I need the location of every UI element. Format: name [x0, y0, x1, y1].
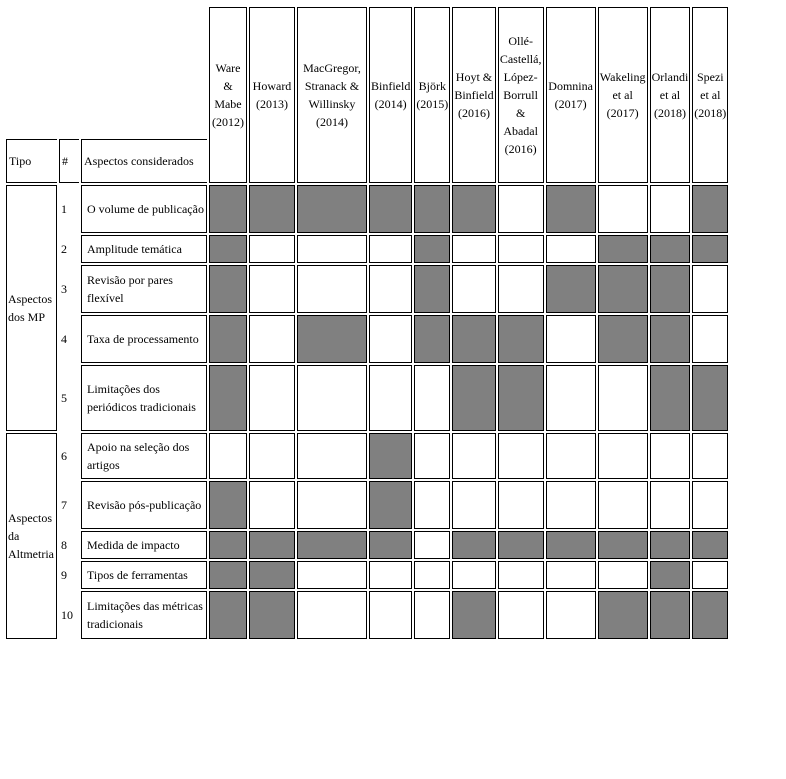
- empty-cell: [414, 591, 450, 639]
- author-header-label: MacGregor, Stranack & Willinsky (2014): [303, 61, 361, 129]
- row-number: 2: [60, 242, 67, 256]
- marked-cell: [498, 531, 544, 559]
- marked-cell: [498, 365, 544, 431]
- author-header: [598, 7, 648, 183]
- empty-cell: [598, 365, 648, 431]
- empty-cell: [650, 433, 691, 479]
- type-header: Tipo: [6, 139, 57, 183]
- author-header: [452, 7, 495, 183]
- empty-cell: [598, 481, 648, 529]
- aspect-label: Limitações das métricas tradicionais: [81, 591, 207, 639]
- empty-cell: [414, 433, 450, 479]
- empty-cell: [498, 235, 544, 263]
- empty-cell: [650, 481, 691, 529]
- marked-cell: [249, 561, 295, 589]
- empty-cell: [369, 235, 412, 263]
- table-row: [6, 315, 728, 363]
- empty-cell: [598, 561, 648, 589]
- empty-cell: [452, 265, 495, 313]
- table-row: [6, 365, 728, 431]
- author-header: [249, 7, 295, 183]
- row-number: 10: [60, 608, 73, 622]
- marked-cell: [452, 315, 495, 363]
- table-row: [6, 591, 728, 639]
- marked-cell: [650, 235, 691, 263]
- empty-cell: [452, 433, 495, 479]
- marked-cell: [598, 315, 648, 363]
- empty-cell: [692, 265, 728, 313]
- number-header: #: [59, 139, 79, 183]
- author-header-label: Hoyt & Binfield (2016): [454, 70, 494, 120]
- table-row: [6, 185, 728, 233]
- row-number: 5: [60, 391, 67, 405]
- marked-cell: [598, 591, 648, 639]
- empty-cell: [414, 531, 450, 559]
- empty-cell: [498, 561, 544, 589]
- marked-cell: [414, 235, 450, 263]
- empty-cell: [546, 365, 596, 431]
- row-number: 9: [60, 568, 67, 582]
- aspect-label: Revisão por pares flexível: [81, 265, 207, 313]
- empty-cell: [297, 481, 367, 529]
- marked-cell: [546, 531, 596, 559]
- marked-cell: [598, 235, 648, 263]
- empty-cell: [692, 481, 728, 529]
- header-blank: [6, 7, 207, 137]
- marked-cell: [692, 185, 728, 233]
- table-row: [6, 265, 728, 313]
- marked-cell: [650, 531, 691, 559]
- marked-cell: [414, 265, 450, 313]
- marked-cell: [249, 591, 295, 639]
- empty-cell: [546, 315, 596, 363]
- marked-cell: [209, 365, 247, 431]
- empty-cell: [297, 591, 367, 639]
- row-number: 8: [60, 538, 67, 552]
- marked-cell: [598, 265, 648, 313]
- empty-cell: [414, 365, 450, 431]
- empty-cell: [498, 433, 544, 479]
- author-header: [692, 7, 728, 183]
- empty-cell: [598, 185, 648, 233]
- marked-cell: [209, 481, 247, 529]
- aspect-label: O volume de publicação: [81, 185, 207, 233]
- empty-cell: [297, 561, 367, 589]
- empty-cell: [452, 481, 495, 529]
- empty-cell: [369, 561, 412, 589]
- empty-cell: [414, 561, 450, 589]
- empty-cell: [692, 433, 728, 479]
- author-header-label: Ware & Mabe (2012): [211, 61, 244, 129]
- empty-cell: [650, 185, 691, 233]
- marked-cell: [546, 265, 596, 313]
- marked-cell: [297, 531, 367, 559]
- table-row: [6, 481, 728, 529]
- marked-cell: [209, 561, 247, 589]
- marked-cell: [692, 235, 728, 263]
- table-row: [6, 433, 728, 479]
- empty-cell: [209, 433, 247, 479]
- aspect-label: Amplitude temática: [81, 235, 207, 263]
- marked-cell: [546, 185, 596, 233]
- marked-cell: [452, 531, 495, 559]
- aspect-label: Taxa de processamento: [81, 315, 207, 363]
- author-header: [209, 7, 247, 183]
- empty-cell: [498, 591, 544, 639]
- empty-cell: [498, 185, 544, 233]
- author-header-label: Orlandi et al (2018): [651, 70, 689, 120]
- marked-cell: [414, 315, 450, 363]
- marked-cell: [209, 235, 247, 263]
- marked-cell: [369, 481, 412, 529]
- aspect-label: Revisão pós-publicação: [81, 481, 207, 529]
- empty-cell: [498, 265, 544, 313]
- empty-cell: [297, 433, 367, 479]
- marked-cell: [452, 591, 495, 639]
- marked-cell: [369, 531, 412, 559]
- row-number: 4: [60, 332, 67, 346]
- marked-cell: [414, 185, 450, 233]
- empty-cell: [249, 365, 295, 431]
- empty-cell: [369, 591, 412, 639]
- marked-cell: [692, 531, 728, 559]
- aspect-label: Apoio na seleção dos artigos: [81, 433, 207, 479]
- author-header: [297, 7, 367, 183]
- marked-cell: [297, 315, 367, 363]
- author-header-label: Domnina (2017): [548, 79, 593, 111]
- author-header-label: Wakeling et al (2017): [599, 70, 646, 120]
- empty-cell: [369, 315, 412, 363]
- empty-cell: [297, 235, 367, 263]
- marked-cell: [249, 185, 295, 233]
- row-number: 7: [60, 498, 67, 512]
- empty-cell: [546, 481, 596, 529]
- author-header-label: Spezi et al (2018): [694, 70, 727, 120]
- empty-cell: [692, 561, 728, 589]
- empty-cell: [249, 315, 295, 363]
- marked-cell: [369, 433, 412, 479]
- author-header-label: Ollé-Castellá, López-Borrull & Abadal (2016): [499, 34, 542, 156]
- row-number: 1: [60, 202, 67, 216]
- marked-cell: [498, 315, 544, 363]
- table-row: [6, 561, 728, 589]
- marked-cell: [598, 531, 648, 559]
- empty-cell: [546, 561, 596, 589]
- author-header-label: Björk (2015): [416, 79, 449, 111]
- row-number: 3: [60, 282, 67, 296]
- empty-cell: [249, 433, 295, 479]
- empty-cell: [297, 365, 367, 431]
- author-header-label: Binfield (2014): [370, 79, 411, 111]
- marked-cell: [249, 531, 295, 559]
- group-label: Aspectos dos MP: [6, 185, 57, 431]
- group-label: Aspectos da Altmetria: [6, 433, 57, 639]
- marked-cell: [209, 531, 247, 559]
- empty-cell: [452, 561, 495, 589]
- marked-cell: [650, 315, 691, 363]
- empty-cell: [249, 235, 295, 263]
- marked-cell: [650, 561, 691, 589]
- marked-cell: [209, 591, 247, 639]
- marked-cell: [452, 365, 495, 431]
- table-row: [6, 235, 728, 263]
- marked-cell: [209, 265, 247, 313]
- empty-cell: [546, 433, 596, 479]
- marked-cell: [650, 365, 691, 431]
- marked-cell: [650, 591, 691, 639]
- aspect-label: Tipos de ferramentas: [81, 561, 207, 589]
- empty-cell: [452, 235, 495, 263]
- author-header-label: Howard (2013): [252, 79, 292, 111]
- marked-cell: [297, 185, 367, 233]
- marked-cell: [369, 185, 412, 233]
- author-header: [414, 7, 450, 183]
- row-number: 6: [60, 449, 67, 463]
- empty-cell: [249, 265, 295, 313]
- empty-cell: [414, 481, 450, 529]
- empty-cell: [546, 591, 596, 639]
- empty-cell: [692, 315, 728, 363]
- marked-cell: [692, 365, 728, 431]
- marked-cell: [650, 265, 691, 313]
- marked-cell: [209, 315, 247, 363]
- empty-cell: [369, 365, 412, 431]
- aspect-label: Limitações dos periódicos tradicionais: [81, 365, 207, 431]
- aspects-header: Aspectos considerados: [81, 139, 207, 183]
- marked-cell: [209, 185, 247, 233]
- author-header: [650, 7, 691, 183]
- empty-cell: [369, 265, 412, 313]
- aspect-label: Medida de impacto: [81, 531, 207, 559]
- empty-cell: [249, 481, 295, 529]
- author-header: [498, 7, 544, 183]
- table-row: [6, 531, 728, 559]
- empty-cell: [498, 481, 544, 529]
- comparison-table: [4, 5, 730, 641]
- empty-cell: [598, 433, 648, 479]
- marked-cell: [692, 591, 728, 639]
- author-header: [546, 7, 596, 183]
- author-header: [369, 7, 412, 183]
- marked-cell: [452, 185, 495, 233]
- empty-cell: [546, 235, 596, 263]
- empty-cell: [297, 265, 367, 313]
